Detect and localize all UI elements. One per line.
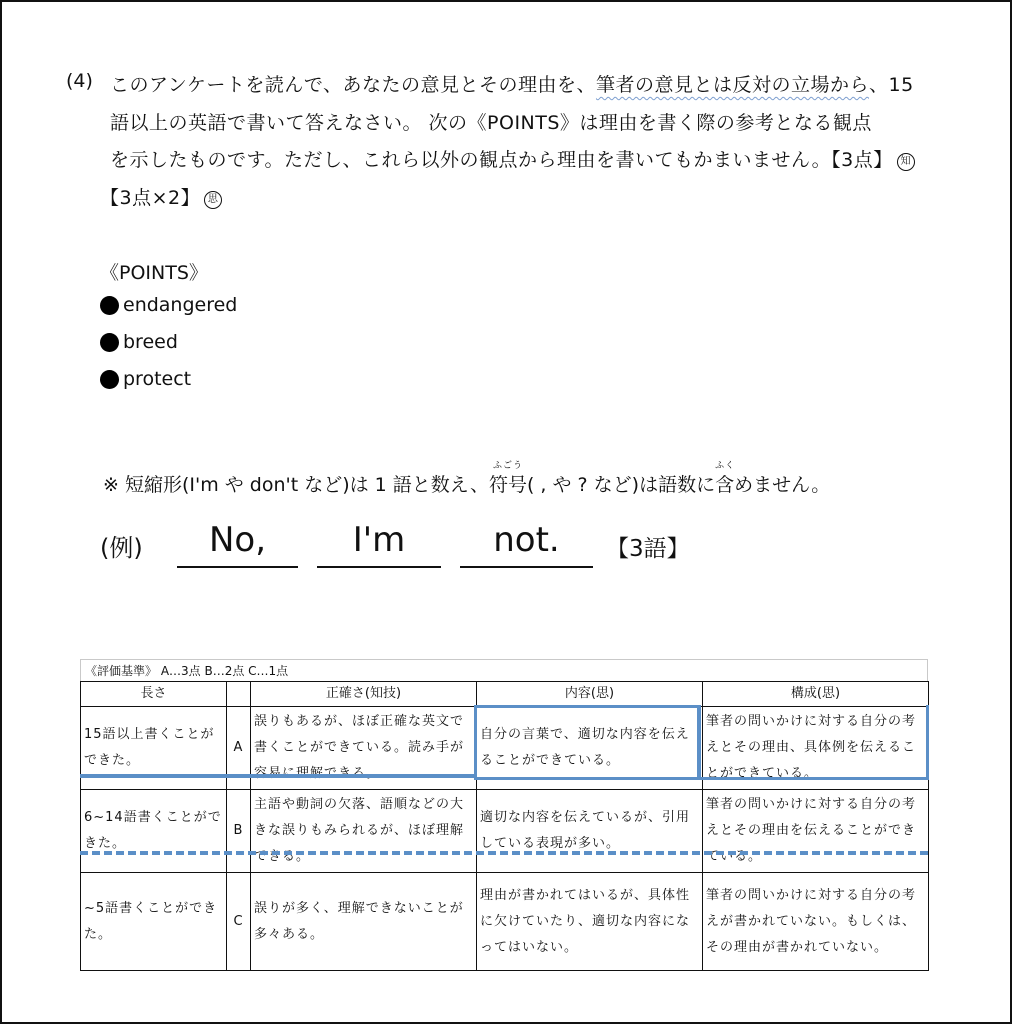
question-line-2: 語以上の英語で書いて答えなさい。 次の《POINTS》は理由を書く際の参考となる観点 (110, 112, 872, 134)
example-word-3: not. (460, 520, 593, 568)
cell-length: 6~14語書くことができた。 (81, 790, 227, 873)
question-line-4-text: 【3点×2】 (100, 187, 201, 209)
note-middle: ( , や ? など)は語数に (526, 474, 716, 496)
bullet-icon (100, 296, 119, 315)
table-row (81, 790, 929, 873)
question-number: (4) (66, 70, 93, 92)
header-grade (227, 682, 251, 707)
criteria-table (80, 681, 929, 971)
header-content: 内容(思) (477, 682, 703, 707)
criteria-header-row (81, 682, 929, 707)
word-count-note (103, 461, 831, 497)
point-label: protect (123, 368, 192, 390)
cell-content: 自分の言葉で、適切な内容を伝えることができている。 (477, 707, 703, 790)
cell-length: 15語以上書くことができた。 (81, 707, 227, 790)
point-item (100, 294, 237, 316)
cell-structure: 筆者の問いかけに対する自分の考えとその理由、具体例を伝えることができている。 (703, 707, 929, 790)
cell-grade: B (227, 790, 251, 873)
point-item (100, 331, 178, 353)
example-word-2: I'm (317, 520, 441, 568)
question-line-4 (100, 183, 222, 210)
grade-a-boundary-line (80, 774, 476, 778)
bullet-icon (100, 333, 119, 352)
question-line-1-end: 、15 (869, 74, 914, 96)
cell-content: 適切な内容を伝えているが、引用している表現が多い。 (477, 790, 703, 873)
point-label: endangered (123, 294, 238, 316)
header-structure: 構成(思) (703, 682, 929, 707)
fuku-ruby: ふく (715, 461, 736, 471)
note-prefix: ※ 短縮形(I'm や don't など)は 1 語と数え、 (103, 474, 489, 496)
fugo-word (488, 461, 527, 497)
question-line-1-start: このアンケートを読んで、あなたの意見とその理由を、 (110, 74, 596, 96)
thinking-badge-icon: 思 (204, 191, 222, 209)
point-item (100, 368, 191, 390)
question-line-3 (110, 145, 915, 172)
bullet-icon (100, 370, 119, 389)
question-line-1 (110, 70, 914, 97)
cell-accuracy: 主語や動詞の欠落、語順などの大きな誤りもみられるが、ほぼ理解できる。 (251, 790, 477, 873)
example-word-count: 【3語】 (606, 536, 690, 562)
header-accuracy: 正確さ(知技) (251, 682, 477, 707)
criteria-title: 《評価基準》 A…3点 B…2点 C…1点 (80, 659, 928, 681)
cell-accuracy: 誤りが多く、理解できないことが多々ある。 (251, 873, 477, 971)
fuku-base: 含 (715, 474, 735, 496)
cell-length: ~5語書くことができた。 (81, 873, 227, 971)
cell-accuracy: 誤りもあるが、ほぼ正確な英文で書くことができている。読み手が容易に理解できる。 (251, 707, 477, 790)
knowledge-badge-icon: 知 (897, 153, 915, 171)
points-title: 《POINTS》 (100, 262, 208, 284)
note-suffix: めません。 (734, 474, 831, 496)
fugo-ruby: ふごう (492, 461, 523, 471)
grade-b-boundary-dashed-line (80, 851, 928, 855)
example-label: (例) (100, 534, 143, 562)
cell-structure: 筆者の問いかけに対する自分の考えが書かれていない。もしくは、その理由が書かれていない。 (703, 873, 929, 971)
point-label: breed (123, 331, 178, 353)
header-length: 長さ (81, 682, 227, 707)
table-row (81, 873, 929, 971)
opposite-stance-phrase: 筆者の意見とは反対の立場から (595, 74, 869, 96)
cell-grade: A (227, 707, 251, 790)
cell-structure: 筆者の問いかけに対する自分の考えとその理由を伝えることができている。 (703, 790, 929, 873)
cell-content: 理由が書かれてはいるが、具体性に欠けていたり、適切な内容になってはいない。 (477, 873, 703, 971)
question-line-3-text: を示したものです。ただし、これら以外の観点から理由を書いてもかまいません。【3点】 (110, 149, 893, 171)
cell-grade: C (227, 873, 251, 971)
fuku-word (715, 461, 736, 497)
example-word-1: No, (177, 520, 298, 568)
fugo-base: 符号 (488, 474, 527, 496)
